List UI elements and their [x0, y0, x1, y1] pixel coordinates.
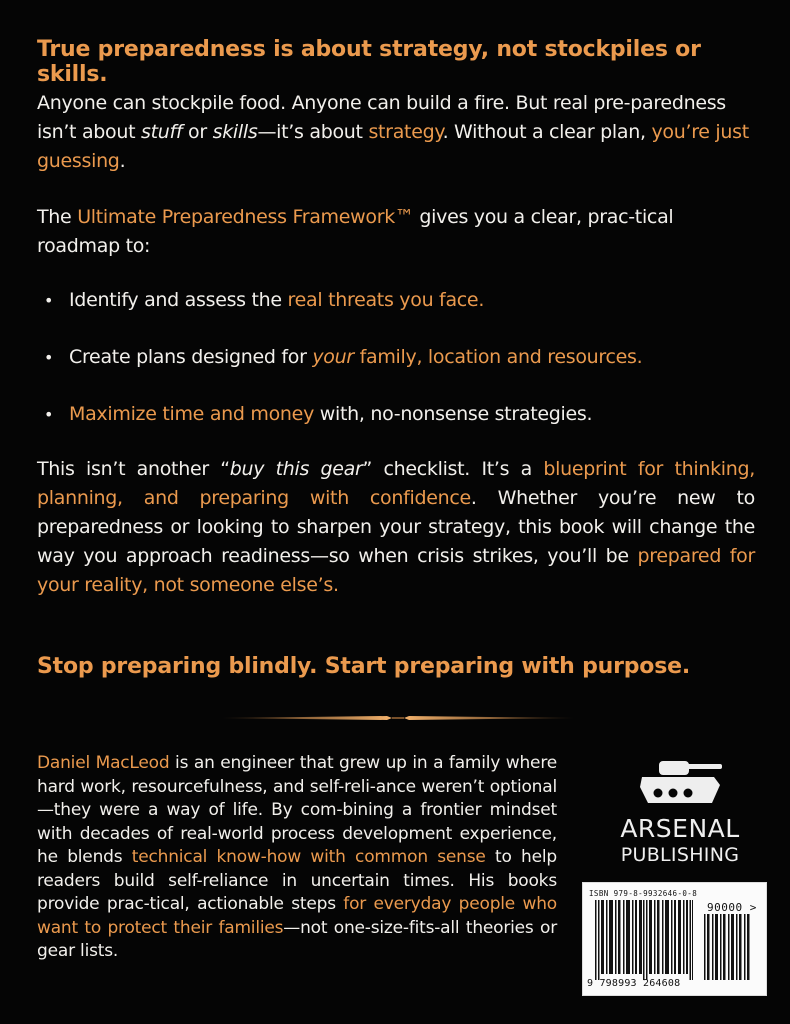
framework-highlight: Ultimate Preparedness Framework™ [77, 206, 414, 228]
isbn-barcode [582, 882, 767, 996]
tank-icon [634, 755, 726, 811]
bio-text: is an engineer that grew up in a family where hard work, resourcefulness, and self-reli-ance weren’t optional—they were a way of life. By com-bining a frontier mindset with decades of real-world process development experience, he blends [37, 753, 557, 867]
intro-text: . [119, 150, 126, 172]
closing-line: Stop preparing blindly. Start preparing with purpose. [37, 654, 690, 679]
framework-paragraph [37, 203, 755, 261]
framework-text: The [37, 206, 78, 228]
author-bio [37, 752, 557, 964]
framework-text: clear, prac-tical roadmap to: [37, 206, 674, 257]
bullet-text: with, no-nonsense strategies. [314, 403, 593, 425]
publisher-logo [590, 755, 770, 867]
intro-emphasis-skills: skills [212, 121, 258, 143]
bio-text: to help readers build self-reliance in uncertain times. His books provide prac-tical, actionable steps [37, 847, 557, 914]
ean-number: 9 798993 264608 [587, 978, 681, 989]
pitch-text: . Whether you’re new to preparedness or looking to sharpen your strategy, this book will change the way you approach readiness—so when crisis strikes, you’ll be [37, 487, 755, 567]
bullet-emphasis: your [312, 346, 354, 368]
intro-text: . Without a clear plan, [442, 121, 652, 143]
bullet-highlight: Maximize time and money [69, 403, 315, 425]
pitch-text: ” checklist. It’s a [362, 458, 544, 480]
list-item [37, 286, 755, 315]
ornamental-divider [222, 712, 574, 724]
bio-text: —not one-size-fits-all theories or gear lists. [37, 917, 557, 961]
bullet-text: Create plans designed for [69, 346, 313, 368]
benefit-list [37, 286, 755, 457]
publisher-name: ARSENAL [620, 814, 740, 843]
list-item [37, 400, 755, 429]
intro-text: —it’s about [257, 121, 369, 143]
isbn-label: ISBN 979-8-9932646-0-8 [589, 889, 698, 898]
bio-highlight: technical know-how with common sense [131, 847, 486, 867]
addon-bars [704, 914, 750, 980]
ean-bars [595, 900, 693, 980]
pitch-highlight: prepared for your reality, not someone else’s. [37, 545, 755, 596]
intro-highlight-guessing: you’re just guessing [37, 121, 749, 172]
pitch-highlight: blueprint for thinking, planning, and preparing with confidence [37, 458, 755, 509]
author-name: Daniel MacLeod [37, 753, 170, 773]
list-item [37, 343, 755, 372]
headline: True preparedness is about strategy, not stockpiles or skills. [37, 37, 701, 87]
bullet-highlight: real threats you face. [287, 289, 485, 311]
pitch-emphasis: buy this gear [229, 458, 363, 480]
intro-highlight-strategy: strategy [368, 121, 443, 143]
intro-text: Anyone can stockpile food. Anyone can build a fire. But real pre-paredness isn’t about [37, 92, 726, 143]
pitch-paragraph [37, 455, 755, 600]
bio-highlight: for everyday people who want to protect their families [37, 894, 557, 938]
intro-text: or [182, 121, 213, 143]
intro-emphasis-stuff: stuff [141, 121, 183, 143]
publisher-subtitle: PUBLISHING [620, 844, 740, 866]
pitch-text: This isn’t another “ [37, 458, 230, 480]
bullet-highlight: family, location and resources. [353, 346, 643, 368]
bullet-text: Identify and assess the [69, 289, 288, 311]
intro-paragraph [37, 89, 755, 176]
price-addon-number: 90000 > [707, 901, 757, 914]
framework-text: gives you a [413, 206, 531, 228]
